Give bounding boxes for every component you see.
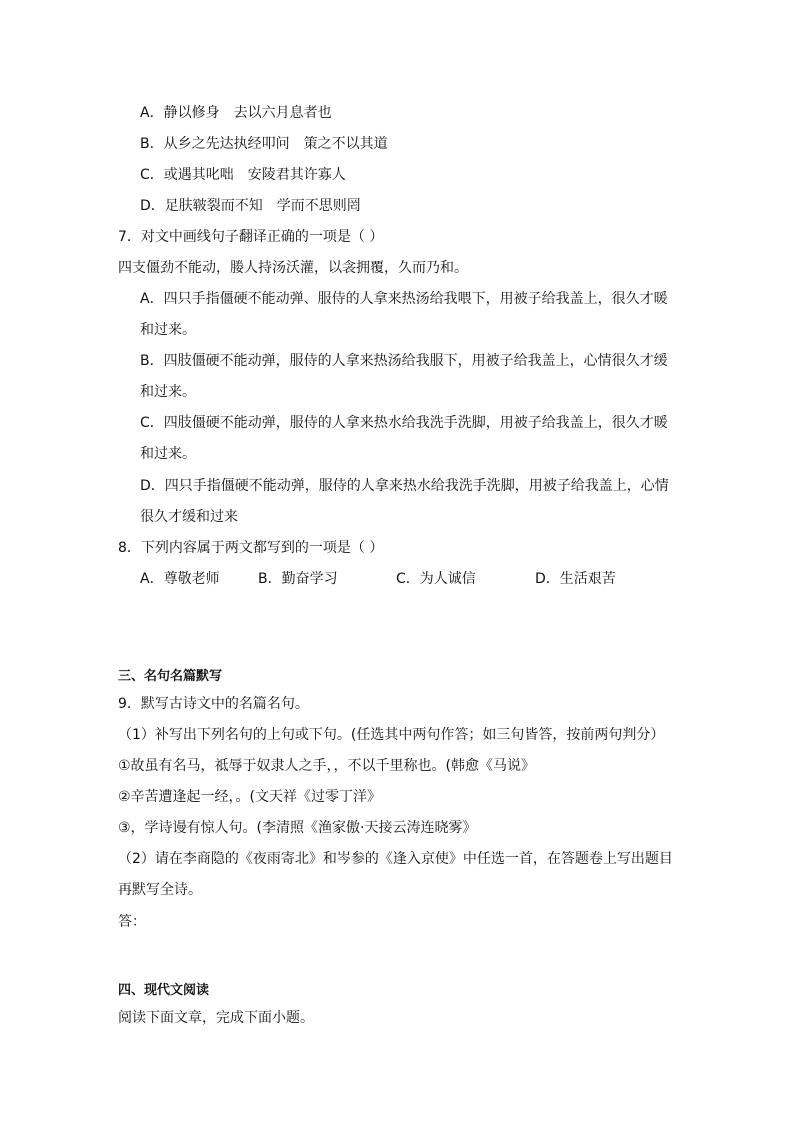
q9-item2: ②辛苦遭逢起一经，。(文天祥《过零丁洋》 — [118, 789, 382, 805]
section4-title: 四、现代文阅读 — [118, 983, 210, 998]
section4-intro: 阅读下面文章，完成下面小题。 — [118, 1010, 314, 1026]
q9-sub1: （1）补写出下列名句的上句或下句。(任选其中两句作答；如三句皆答，按前两句判分） — [118, 727, 665, 743]
q7-option-c-line1: C．四肢僵硬不能动弹，服侍的人拿来热水给我洗手洗脚，用被子给我盖上，很久才暖 — [140, 415, 668, 431]
q8-stem: 8．下列内容属于两文都写到的一项是（ ） — [118, 540, 384, 556]
q6-option-c: C．或遇其叱咄 安陵君其许寡人 — [140, 167, 346, 183]
q6-option-d: D．足肤皲裂而不知 学而不思则罔 — [140, 198, 361, 214]
q9-item1: ①故虽有名马，祗辱于奴隶人之手，，不以千里称也。(韩愈《马说》 — [118, 758, 536, 774]
q8-option-a: A．尊敬老师 — [140, 571, 220, 587]
q9-sub2-line1: （2）请在李商隐的《夜雨寄北》和岑参的《逢入京使》中任选一首，在答题卷上写出题目 — [118, 851, 673, 867]
q9-stem: 9．默写古诗文中的名篇名句。 — [118, 696, 309, 712]
q8-option-b: B．勤奋学习 — [258, 571, 338, 587]
q7-stem: 7．对文中画线句子翻译正确的一项是（ ） — [118, 229, 384, 245]
q7-option-d-line2: 很久才缓和过来 — [140, 509, 238, 525]
q9-answer-label: 答： — [118, 914, 146, 930]
q7-option-d-line1: D．四只手指僵硬不能动弹，服侍的人拿来热水给我洗手洗脚，用被子给我盖上，心情 — [140, 478, 669, 494]
q7-sentence: 四支僵劲不能动，媵人持汤沃灌，以衾拥覆，久而乃和。 — [118, 260, 468, 276]
q6-option-b: B．从乡之先达执经叩问 策之不以其道 — [140, 136, 388, 152]
section3-title: 三、名句名篇默写 — [118, 669, 223, 684]
q6-option-a: A．静以修身 去以六月息者也 — [140, 105, 332, 121]
q7-option-a-line2: 和过来。 — [140, 322, 196, 338]
q8-option-d: D．生活艰苦 — [535, 571, 616, 587]
q7-option-b-line1: B．四肢僵硬不能动弹，服侍的人拿来热汤给我服下，用被子给我盖上，心情很久才缓 — [140, 353, 668, 369]
q7-option-b-line2: 和过来。 — [140, 384, 196, 400]
q9-sub2-line2: 再默写全诗。 — [118, 882, 202, 898]
q7-option-c-line2: 和过来。 — [140, 446, 196, 462]
q8-option-c: C．为人诚信 — [396, 571, 476, 587]
q7-option-a-line1: A．四只手指僵硬不能动弹、服侍的人拿来热汤给我喂下，用被子给我盖上，很久才暖 — [140, 291, 668, 307]
q9-item3: ③，学诗谩有惊人句。(李清照《渔家傲·天接云涛连晓雾》 — [118, 820, 477, 836]
